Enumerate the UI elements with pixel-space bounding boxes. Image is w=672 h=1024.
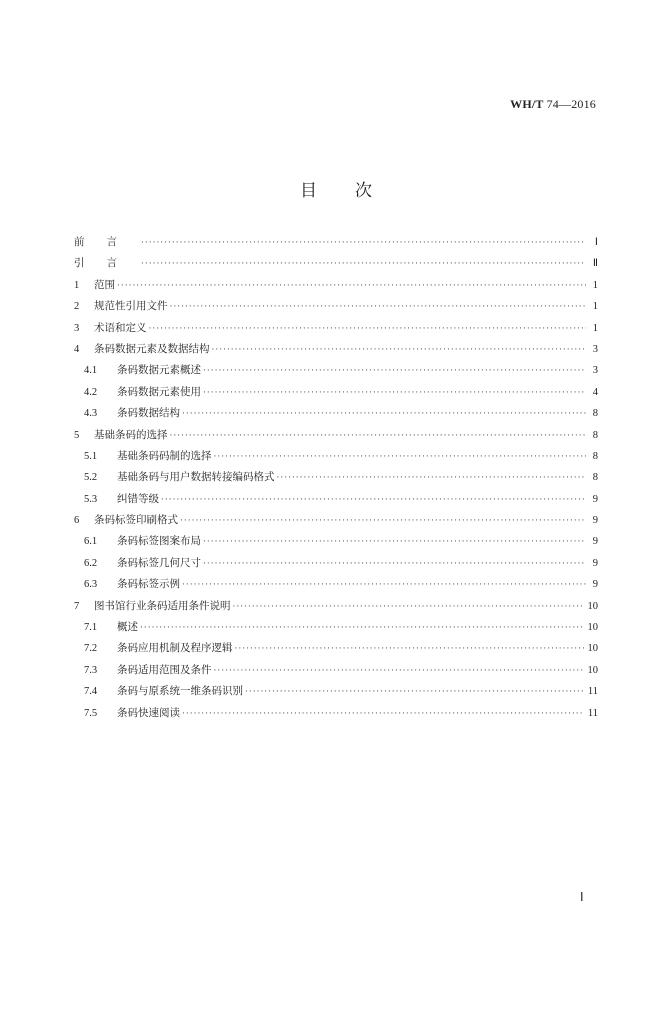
toc-entry-label [84,640,233,655]
toc-entry-page: Ⅱ [592,258,598,270]
toc-entry-page: 1 [592,279,598,291]
toc-entry-title: 范围 [94,278,115,291]
toc-entry-label [74,234,139,249]
toc-leader-dots [182,709,584,719]
toc-entry[interactable] [74,469,598,490]
toc-entry-page: 1 [592,301,598,313]
table-of-contents [74,234,598,726]
toc-entry-label [84,705,180,720]
toc-entry-title: 条码标签印刷格式 [94,514,178,527]
toc-entry-label [84,533,201,548]
toc-entry-number: 5 [74,429,80,441]
toc-entry-number: 5.2 [84,472,98,484]
toc-entry-number: 7 [74,600,80,612]
toc-entry-title: 条码数据结构 [117,407,180,420]
toc-entry-title: 基础条码的选择 [94,428,168,441]
toc-entry-label [84,469,275,484]
standard-code [510,97,596,112]
toc-entry-number: 7.4 [84,686,98,698]
toc-entry-label [84,384,201,399]
toc-entry-label [84,405,180,420]
toc-entry-title: 条码与原系统一维条码识别 [117,685,243,698]
toc-entry-title: 术语和定义 [94,321,147,334]
toc-leader-dots [235,644,584,654]
standard-prefix: WH/T [510,97,544,111]
toc-leader-dots [149,324,587,334]
toc-leader-dots [214,666,584,676]
toc-entry-page: 10 [587,622,598,634]
toc-entry-page: 9 [592,557,598,569]
toc-entry-number: 6.1 [84,536,98,548]
toc-entry-title: 图书馆行业条码适用条件说明 [94,599,231,612]
toc-entry-title: 条码应用机制及程序逻辑 [117,642,233,655]
toc-entry-title: 规范性引用文件 [94,300,168,313]
toc-entry-page: 1 [592,322,598,334]
toc-leader-dots [161,495,586,505]
toc-entry-page: 4 [592,386,598,398]
toc-entry-number: 7.2 [84,643,98,655]
toc-entry-number: 1 [74,279,80,291]
toc-entry-page: 9 [592,515,598,527]
toc-entry-label [74,427,168,442]
toc-leader-dots [233,602,584,612]
toc-entry-page: 9 [592,493,598,505]
toc-entry-page: 9 [592,536,598,548]
page-title [0,176,672,201]
toc-entry[interactable] [74,598,598,619]
toc-entry-number: 4.3 [84,408,98,420]
toc-entry-number: 5.3 [84,493,98,505]
toc-entry-number: 7.1 [84,622,98,634]
toc-entry-title: 条码标签示例 [117,578,180,591]
toc-entry[interactable] [74,298,598,319]
toc-entry-label [84,555,201,570]
toc-entry-label [74,255,139,270]
toc-leader-dots [203,388,586,398]
toc-entry-title: 基础条码码制的选择 [117,449,212,462]
toc-entry-label [74,512,178,527]
page-number: Ⅰ [580,890,584,904]
toc-entry[interactable] [74,619,598,640]
toc-entry-label [84,362,201,377]
toc-entry-title: 前言 [74,236,139,248]
toc-entry[interactable] [74,555,598,576]
toc-entry-label [74,341,210,356]
toc-entry[interactable] [74,405,598,426]
toc-entry-page: 8 [592,472,598,484]
toc-entry-number: 7.3 [84,664,98,676]
toc-entry[interactable] [74,512,598,533]
toc-leader-dots [203,366,586,376]
toc-leader-dots [140,623,584,633]
toc-entry-title: 条码标签图案布局 [117,535,201,548]
toc-entry-number: 4.1 [84,365,98,377]
toc-leader-dots [182,580,586,590]
toc-entry-page: 10 [587,600,598,612]
toc-leader-dots [203,559,586,569]
toc-entry[interactable] [74,362,598,383]
toc-entry[interactable] [74,277,598,298]
toc-entry[interactable] [74,576,598,597]
toc-entry[interactable] [74,640,598,661]
toc-entry-title: 条码数据元素使用 [117,385,201,398]
toc-entry-number: 6 [74,515,80,527]
toc-entry-page: 11 [587,686,598,698]
toc-leader-dots [245,687,584,697]
toc-entry[interactable] [74,533,598,554]
toc-entry-page: 3 [592,343,598,355]
toc-entry-label [74,298,168,313]
toc-entry-label [84,662,212,677]
toc-entry-title: 纠错等级 [117,492,159,505]
title-char-2: 次 [355,181,372,201]
toc-entry-label [84,683,243,698]
toc-entry-label [84,576,180,591]
toc-entry-title: 条码标签几何尺寸 [117,556,201,569]
toc-entry-number: 7.5 [84,707,98,719]
toc-entry[interactable] [74,448,598,469]
toc-entry[interactable] [74,705,598,726]
toc-entry-title: 引言 [74,257,139,270]
toc-leader-dots [141,238,586,248]
toc-entry-title: 条码数据元素及数据结构 [94,342,210,355]
toc-entry-number: 6.3 [84,579,98,591]
toc-entry-number: 4 [74,343,80,355]
toc-entry-page: 10 [587,664,598,676]
toc-entry-title: 条码适用范围及条件 [117,663,212,676]
toc-leader-dots [170,431,587,441]
toc-entry[interactable] [74,341,598,362]
toc-entry-label [74,320,147,335]
toc-leader-dots [180,516,586,526]
toc-leader-dots [214,452,587,462]
toc-leader-dots [182,409,586,419]
toc-leader-dots [117,281,586,291]
toc-entry[interactable] [74,384,598,405]
toc-entry[interactable] [74,234,598,255]
toc-entry-page: 10 [587,643,598,655]
toc-entry[interactable] [74,427,598,448]
toc-leader-dots [277,473,587,483]
toc-entry-title: 基础条码与用户数据转接编码格式 [117,471,275,484]
toc-entry-page: 8 [592,450,598,462]
toc-entry-title: 概述 [117,621,138,634]
toc-entry-label [74,598,231,613]
toc-leader-dots [212,345,587,355]
toc-entry-title: 条码数据元素概述 [117,364,201,377]
toc-entry[interactable] [74,320,598,341]
toc-leader-dots [141,259,586,269]
toc-entry[interactable] [74,491,598,512]
toc-entry-page: 3 [592,365,598,377]
toc-entry-number: 3 [74,322,80,334]
toc-entry-page: 11 [587,707,598,719]
toc-entry-page: 8 [592,408,598,420]
toc-entry-title: 条码快速阅读 [117,706,180,719]
toc-entry[interactable] [74,255,598,276]
toc-entry-label [84,448,212,463]
toc-entry-page: Ⅰ [594,237,598,248]
title-char-1: 目 [300,181,317,201]
toc-leader-dots [170,302,587,312]
toc-leader-dots [203,537,586,547]
toc-entry[interactable] [74,662,598,683]
standard-number: 74—2016 [546,97,596,111]
toc-entry-label [84,619,138,634]
toc-entry-page: 9 [592,579,598,591]
toc-entry-number: 4.2 [84,386,98,398]
toc-entry[interactable] [74,683,598,704]
toc-entry-label [84,491,159,506]
toc-entry-number: 2 [74,301,80,313]
toc-entry-number: 5.1 [84,450,98,462]
toc-entry-page: 8 [592,429,598,441]
toc-entry-label [74,277,115,292]
toc-entry-number: 6.2 [84,557,98,569]
